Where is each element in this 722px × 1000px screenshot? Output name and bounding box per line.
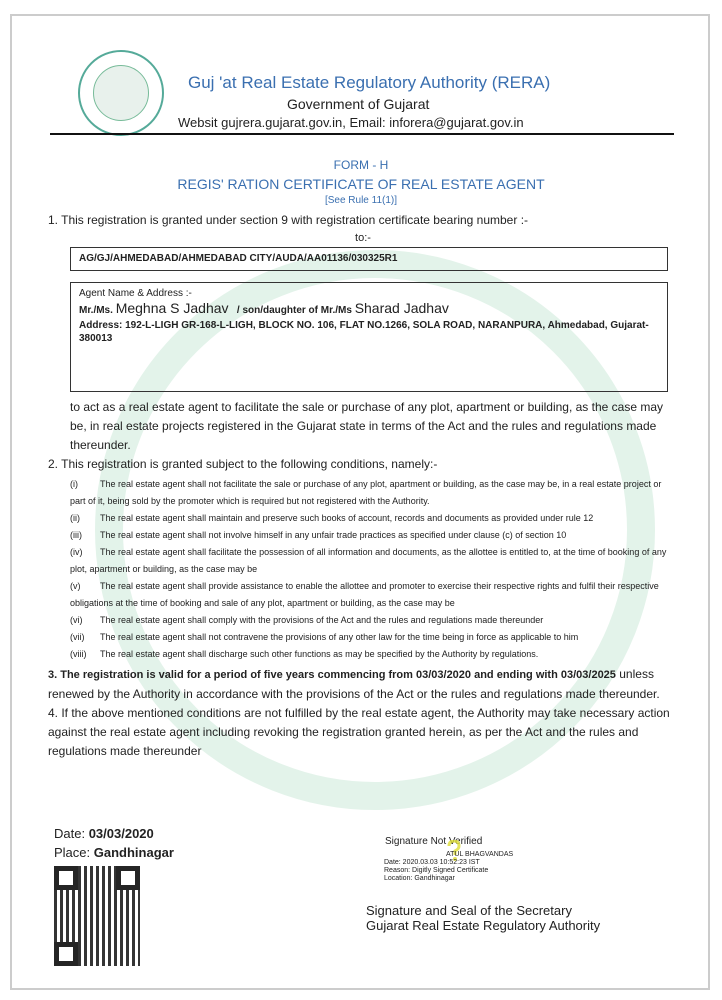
signature-location: Location: Gandhinagar xyxy=(384,875,455,882)
condition-item xyxy=(70,510,678,527)
condition-item xyxy=(70,629,678,646)
relation-label: / son/daughter of Mr./Ms xyxy=(236,305,352,316)
para-1: 1. This registration is granted under section 9 with registration certificate bearing number :- xyxy=(48,213,529,227)
government-name: Government of Gujarat xyxy=(287,96,430,112)
date-line xyxy=(54,826,154,841)
place-label: Place: xyxy=(54,845,91,860)
conditions-list xyxy=(48,476,678,663)
condition-text: The real estate agent shall facilitate the possession of all information and documents, as the allottee is entitled to, at the time of booking of any plot, apartment or building, as the case may be xyxy=(70,547,667,574)
condition-number: (vii) xyxy=(70,632,85,642)
signature-status: Signature Not Verified xyxy=(385,836,483,847)
condition-text: The real estate agent shall not contravene the provisions of any other law for the time being in force as applicable to him xyxy=(100,632,579,642)
condition-text: The real estate agent shall not facilitate the sale or purchase of any plot, apartment or building, as the case may be, in a real estate project or part of it, being sold by the promoter which is required but not registered with the Authority. xyxy=(70,479,662,506)
signer-name: ATUL BHAGVANDAS xyxy=(446,851,514,858)
certificate-title: REGIS' RATION CERTIFICATE OF REAL ESTATE AGENT xyxy=(177,176,545,192)
contact-line: Websit gujrera.gujarat.gov.in, Email: inforera@gujarat.gov.in xyxy=(178,115,524,130)
condition-number: (iv) xyxy=(70,547,83,557)
condition-number: (vi) xyxy=(70,615,83,625)
signature-reason: Reason: Digitly Signed Certificate xyxy=(384,867,489,874)
rule-reference: [See Rule 11(1)] xyxy=(324,195,398,206)
para-4: 4. If the above mentioned conditions are not fulfilled by the real estate agent, the Authority may take necessary action against the real estate agent including revoking the registration granted herein, as per the Act and the rules and regulations made thereunder xyxy=(48,706,670,758)
date-label: Date: xyxy=(54,826,86,841)
condition-item xyxy=(70,527,678,544)
authority-title: Guj 'at Real Estate Regulatory Authority (RERA) xyxy=(188,73,551,92)
condition-number: (v) xyxy=(70,581,81,591)
condition-item xyxy=(70,578,678,612)
to-label: to:- xyxy=(355,232,371,244)
para-3-rest: unless renewed by the Authority in accordance with the provisions of the Act or the rules and regulations made thereunder. xyxy=(48,667,660,701)
validity-text: 3. The registration is valid for a period of five years commencing from 03/03/2020 and ending with 03/03/2025 xyxy=(48,669,616,681)
condition-text: The real estate agent shall comply with the provisions of the Act and the rules and regulations made thereunder xyxy=(100,615,544,625)
condition-text: The real estate agent shall maintain and preserve such books of account, records and documents as provided under rule 12 xyxy=(100,513,594,523)
registration-number: AG/GJ/AHMEDABAD/AHMEDABAD CITY/AUDA/AA01136/030325R1 xyxy=(70,247,668,271)
signature-date: Date: 2020.03.03 10:52:23 IST xyxy=(384,859,480,866)
qr-code xyxy=(54,866,140,966)
seal-line-2: Gujarat Real Estate Regulatory Authority xyxy=(366,918,601,933)
certificate-body xyxy=(48,211,678,761)
condition-text: The real estate agent shall discharge such other functions as may be specified by the Authority by regulations. xyxy=(100,649,539,659)
place-value: Gandhinagar xyxy=(93,845,174,860)
form-name: FORM - H xyxy=(333,158,389,172)
para-1b: to act as a real estate agent to facilitate the sale or purchase of any plot, apartment or building, as the case may be, in real estate projects registered in the Gujarat state in terms of the Act and the rules and regulations made thereunder. xyxy=(70,400,664,452)
condition-number: (i) xyxy=(70,479,78,489)
rera-logo xyxy=(78,50,164,136)
condition-text: The real estate agent shall not involve himself in any unfair trade practices as specified under clause (c) of section 10 xyxy=(100,530,567,540)
condition-number: (iii) xyxy=(70,530,82,540)
place-line xyxy=(54,845,174,860)
condition-number: (viii) xyxy=(70,649,87,659)
agent-prefix: Mr./Ms. xyxy=(79,305,113,316)
seal-block xyxy=(366,903,600,933)
para-2: 2. This registration is granted subject to the following conditions, namely:- xyxy=(48,457,438,471)
condition-item xyxy=(70,612,678,629)
agent-box xyxy=(70,282,668,392)
para-3 xyxy=(48,665,678,704)
header-divider xyxy=(50,133,674,135)
agent-address: Address: 192-L-LIGH GR-168-L-LIGH, BLOCK NO. 106, FLAT NO.1266, SOLA ROAD, NARANPURA, Ahmedabad, Gujarat-380013 xyxy=(79,320,649,344)
seal-line-1: Signature and Seal of the Secretary xyxy=(366,903,572,918)
date-value: 03/03/2020 xyxy=(88,826,154,841)
parent-name: Sharad Jadhav xyxy=(354,300,449,316)
agent-label: Agent Name & Address :- xyxy=(79,288,192,299)
condition-number: (ii) xyxy=(70,513,80,523)
condition-item xyxy=(70,476,678,510)
condition-item xyxy=(70,544,678,578)
signature-details xyxy=(384,851,513,883)
condition-text: The real estate agent shall provide assistance to enable the allottee and promoter to exercise their respective rights and fulfil their respective obligations at the time of booking and sale of any plot, apartment or building, as the case may be xyxy=(70,581,659,608)
condition-item xyxy=(70,646,678,663)
agent-name: Meghna S Jadhav xyxy=(115,300,229,316)
